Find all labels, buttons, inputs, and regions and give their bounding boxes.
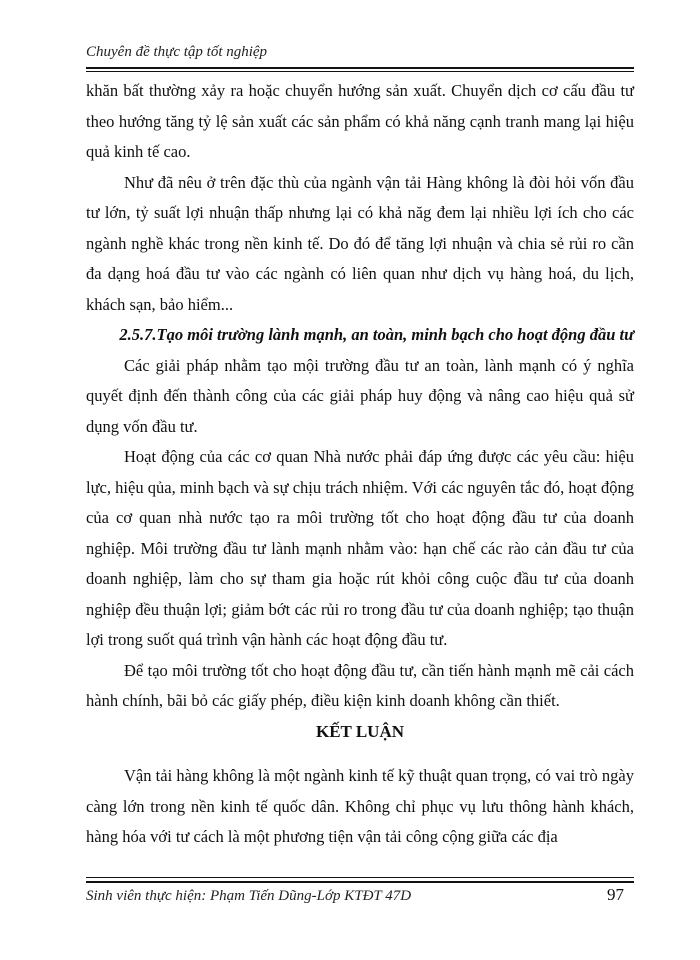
paragraph-safe-environment: Các giải pháp nhằm tạo mội trường đầu tư an toàn, lành mạnh có ý nghĩa quyết định đến thành công của các giải pháp huy động và nâng cao hiệu quả sử dụng vốn đầu tư. (86, 355, 634, 436)
section-heading-2-5-7: 2.5.7.Tạo môi trường lành mạnh, an toàn, minh bạch cho hoạt động đầu tư (119, 325, 634, 344)
page-body (86, 76, 634, 853)
paragraph-continued: khăn bất thường xảy ra hoặc chuyển hướng sản xuất. Chuyển dịch cơ cấu đầu tư theo hướng tăng tỷ lệ sản xuất các sản phẩm có khả năng cạnh tranh mang lại hiệu quả kinh tế cao. (86, 81, 634, 161)
paragraph-administrative-reform: Để tạo môi trường tốt cho hoạt động đầu tư, cần tiến hành mạnh mẽ cải cách hành chính, bãi bỏ các giấy phép, điều kiện kinh doanh không cần thiết. (86, 660, 634, 710)
paragraph-state-agencies: Hoạt động của các cơ quan Nhà nước phải đáp ứng được các yêu cầu: hiệu lực, hiệu qủa, minh bạch và sự chịu trách nhiệm. Với các nguyên tắc đó, hoạt động của cơ quan nhà nước tạo ra môi trường tốt cho hoạt động đầu tư của doanh nghiệp. Môi trường đầu tư lành mạnh nhằm vào: hạn chế các rào cản đầu tư của doanh nghiệp, làm cho sự tham gia hoặc rút khỏi công cuộc đầu tư của doanh nghiệp đều thuận lợi; giảm bớt các rủi ro trong đầu tư của doanh nghiệp; tạo thuận lợi trong suốt quá trình vận hành các hoạt động đầu tư. (86, 447, 634, 649)
footer-rule-thin (86, 877, 634, 878)
conclusion-heading: KẾT LUẬN (315, 721, 404, 741)
footer-author: Sinh viên thực hiện: Phạm Tiến Dũng-Lớp KTĐT 47D (86, 888, 412, 904)
footer-rule-thick (86, 881, 634, 883)
running-header: Chuyên đề thực tập tốt nghiệp (86, 44, 268, 60)
header-rule-thick (86, 67, 634, 69)
paragraph-aviation-investment: Như đã nêu ở trên đặc thù của ngành vận tải Hàng không là đòi hỏi vốn đầu tư lớn, tỷ suất lợi nhuận thấp nhưng lại có khả năg đem lại nhiều lợi ích cho các ngành nghề khác trong nền kinh tế. Do đó để tăng lợi nhuận và chia sẻ rủi ro cần đa dạng hoá đầu tư vào các ngành có liên quan như dịch vụ hàng hoá, du lịch, khách sạn, bảo hiểm... (86, 172, 634, 314)
page-number: 97 (607, 885, 624, 904)
paragraph-conclusion: Vận tải hàng không là một ngành kinh tế kỹ thuật quan trọng, có vai trò ngày càng lớn trong nền kinh tế quốc dân. Không chỉ phục vụ lưu thông hành khách, hàng hóa với tư cách là một phương tiện vận tải công cộng giữa các địa (86, 766, 634, 846)
header-rule-thin (86, 71, 634, 72)
